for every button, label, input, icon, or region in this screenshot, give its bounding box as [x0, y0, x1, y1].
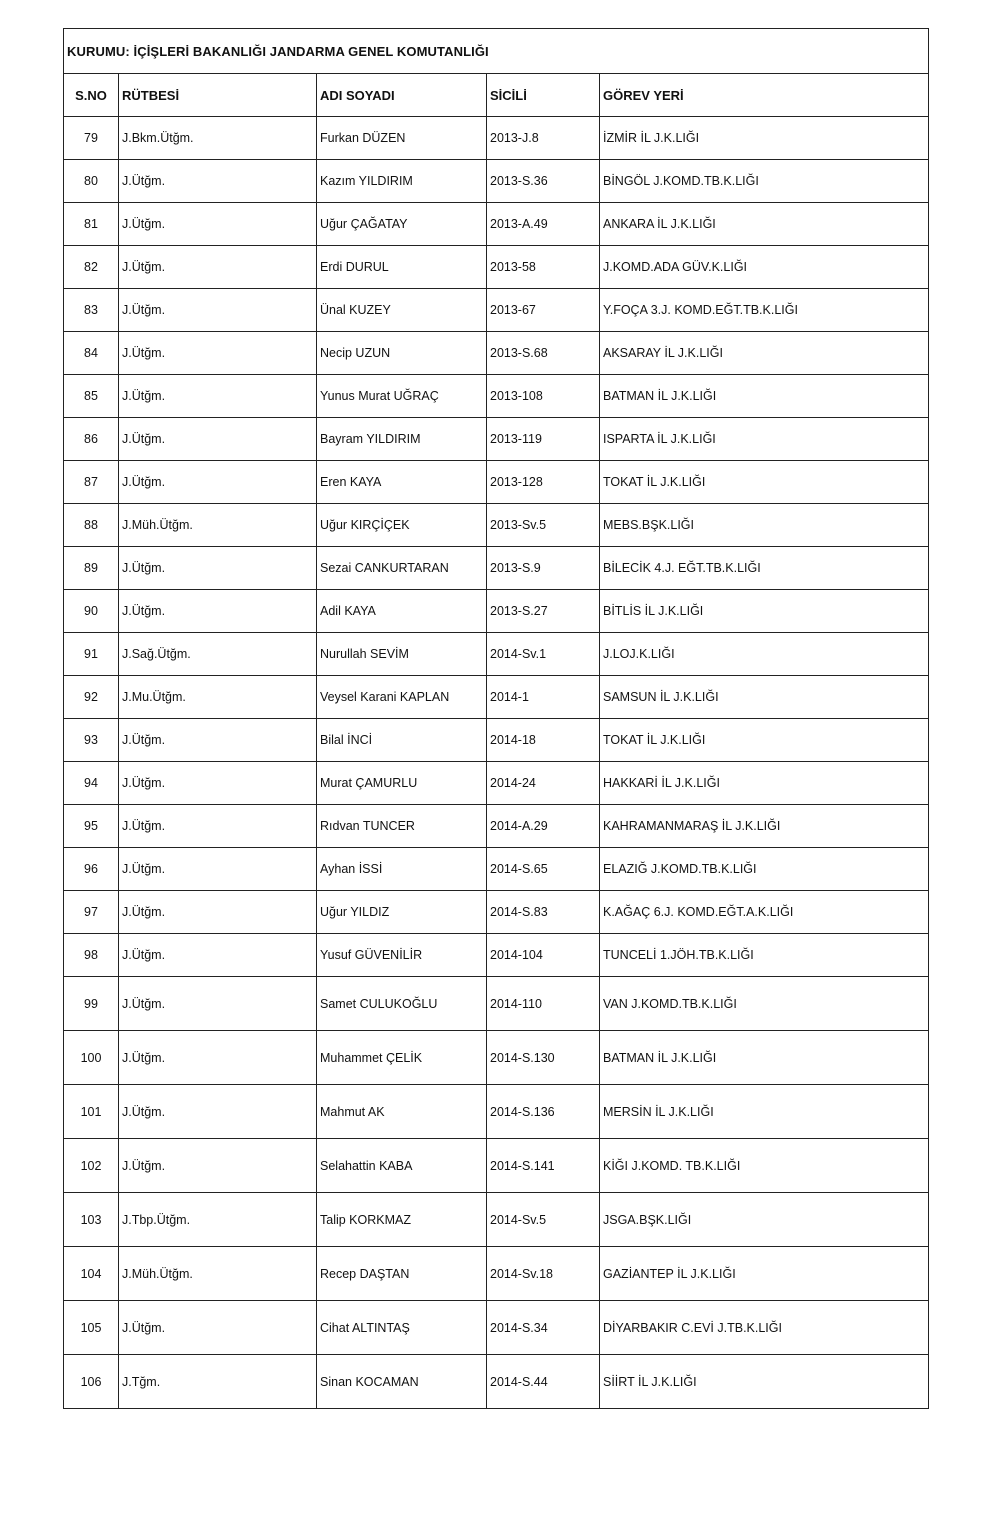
- cell-rank: J.Ütğm.: [119, 762, 317, 805]
- cell-rank: J.Ütğm.: [119, 160, 317, 203]
- cell-name: Ayhan İSSİ: [317, 848, 487, 891]
- table-row: [64, 461, 929, 504]
- cell-registry: 2014-S.141: [487, 1139, 600, 1193]
- cell-registry: 2014-18: [487, 719, 600, 762]
- cell-post: K.AĞAÇ 6.J. KOMD.EĞT.A.K.LIĞI: [600, 891, 929, 934]
- header-registry: SİCİLİ: [487, 74, 600, 117]
- table-row: [64, 246, 929, 289]
- cell-name: Erdi DURUL: [317, 246, 487, 289]
- cell-name: Eren KAYA: [317, 461, 487, 504]
- cell-name: Ünal KUZEY: [317, 289, 487, 332]
- cell-sno: 106: [64, 1355, 119, 1409]
- cell-registry: 2014-S.65: [487, 848, 600, 891]
- table-row: [64, 633, 929, 676]
- cell-sno: 96: [64, 848, 119, 891]
- table-row: [64, 805, 929, 848]
- cell-name: Adil KAYA: [317, 590, 487, 633]
- cell-sno: 95: [64, 805, 119, 848]
- table-row: [64, 1031, 929, 1085]
- cell-rank: J.Ütğm.: [119, 848, 317, 891]
- table-row: [64, 977, 929, 1031]
- table-row: [64, 1247, 929, 1301]
- cell-post: SAMSUN İL J.K.LIĞI: [600, 676, 929, 719]
- table-row: [64, 1085, 929, 1139]
- cell-sno: 94: [64, 762, 119, 805]
- cell-post: BİNGÖL J.KOMD.TB.K.LIĞI: [600, 160, 929, 203]
- header-post: GÖREV YERİ: [600, 74, 929, 117]
- cell-post: BATMAN İL J.K.LIĞI: [600, 1031, 929, 1085]
- cell-sno: 89: [64, 547, 119, 590]
- cell-name: Talip KORKMAZ: [317, 1193, 487, 1247]
- cell-rank: J.Ütğm.: [119, 719, 317, 762]
- cell-post: J.LOJ.K.LIĞI: [600, 633, 929, 676]
- institution-title: KURUMU: İÇİŞLERİ BAKANLIĞI JANDARMA GENEL KOMUTANLIĞI: [64, 29, 929, 74]
- cell-name: Necip UZUN: [317, 332, 487, 375]
- header-rank: RÜTBESİ: [119, 74, 317, 117]
- cell-rank: J.Ütğm.: [119, 1031, 317, 1085]
- cell-post: VAN J.KOMD.TB.K.LIĞI: [600, 977, 929, 1031]
- cell-rank: J.Mu.Ütğm.: [119, 676, 317, 719]
- cell-sno: 102: [64, 1139, 119, 1193]
- personnel-table: [63, 28, 929, 1409]
- cell-registry: 2014-S.34: [487, 1301, 600, 1355]
- table-row: [64, 590, 929, 633]
- cell-sno: 79: [64, 117, 119, 160]
- cell-rank: J.Ütğm.: [119, 1085, 317, 1139]
- cell-registry: 2013-119: [487, 418, 600, 461]
- cell-rank: J.Tğm.: [119, 1355, 317, 1409]
- cell-registry: 2014-110: [487, 977, 600, 1031]
- cell-sno: 99: [64, 977, 119, 1031]
- cell-sno: 88: [64, 504, 119, 547]
- cell-sno: 82: [64, 246, 119, 289]
- cell-registry: 2014-1: [487, 676, 600, 719]
- cell-post: KAHRAMANMARAŞ İL J.K.LIĞI: [600, 805, 929, 848]
- cell-name: Bayram YILDIRIM: [317, 418, 487, 461]
- cell-name: Mahmut AK: [317, 1085, 487, 1139]
- cell-post: TOKAT İL J.K.LIĞI: [600, 719, 929, 762]
- cell-name: Uğur YILDIZ: [317, 891, 487, 934]
- cell-sno: 100: [64, 1031, 119, 1085]
- cell-name: Furkan DÜZEN: [317, 117, 487, 160]
- cell-post: ANKARA İL J.K.LIĞI: [600, 203, 929, 246]
- cell-sno: 85: [64, 375, 119, 418]
- cell-post: AKSARAY İL J.K.LIĞI: [600, 332, 929, 375]
- header-name: ADI SOYADI: [317, 74, 487, 117]
- cell-post: BATMAN İL J.K.LIĞI: [600, 375, 929, 418]
- cell-rank: J.Ütğm.: [119, 1301, 317, 1355]
- table-row: [64, 719, 929, 762]
- cell-post: TOKAT İL J.K.LIĞI: [600, 461, 929, 504]
- cell-name: Yusuf GÜVENİLİR: [317, 934, 487, 977]
- cell-rank: J.Bkm.Ütğm.: [119, 117, 317, 160]
- table-row: [64, 934, 929, 977]
- header-row: [64, 74, 929, 117]
- cell-rank: J.Müh.Ütğm.: [119, 1247, 317, 1301]
- cell-registry: 2014-S.136: [487, 1085, 600, 1139]
- table-row: [64, 117, 929, 160]
- cell-registry: 2013-108: [487, 375, 600, 418]
- cell-post: KİĞI J.KOMD. TB.K.LIĞI: [600, 1139, 929, 1193]
- cell-post: Y.FOÇA 3.J. KOMD.EĞT.TB.K.LIĞI: [600, 289, 929, 332]
- cell-post: ELAZIĞ J.KOMD.TB.K.LIĞI: [600, 848, 929, 891]
- cell-rank: J.Tbp.Ütğm.: [119, 1193, 317, 1247]
- table-row: [64, 1355, 929, 1409]
- header-sno: S.NO: [64, 74, 119, 117]
- cell-rank: J.Ütğm.: [119, 332, 317, 375]
- table-row: [64, 1193, 929, 1247]
- cell-registry: 2013-67: [487, 289, 600, 332]
- cell-sno: 86: [64, 418, 119, 461]
- cell-sno: 91: [64, 633, 119, 676]
- cell-rank: J.Ütğm.: [119, 289, 317, 332]
- cell-post: JSGA.BŞK.LIĞI: [600, 1193, 929, 1247]
- cell-rank: J.Ütğm.: [119, 977, 317, 1031]
- cell-post: HAKKARİ İL J.K.LIĞI: [600, 762, 929, 805]
- table-row: [64, 762, 929, 805]
- cell-rank: J.Ütğm.: [119, 891, 317, 934]
- cell-sno: 105: [64, 1301, 119, 1355]
- cell-registry: 2014-A.29: [487, 805, 600, 848]
- cell-name: Uğur KIRÇİÇEK: [317, 504, 487, 547]
- cell-rank: J.Müh.Ütğm.: [119, 504, 317, 547]
- institution-row: [64, 29, 929, 74]
- cell-name: Sinan KOCAMAN: [317, 1355, 487, 1409]
- cell-name: Murat ÇAMURLU: [317, 762, 487, 805]
- cell-rank: J.Ütğm.: [119, 375, 317, 418]
- cell-registry: 2013-128: [487, 461, 600, 504]
- cell-rank: J.Ütğm.: [119, 805, 317, 848]
- cell-registry: 2014-S.44: [487, 1355, 600, 1409]
- table-row: [64, 418, 929, 461]
- cell-post: SİİRT İL J.K.LIĞI: [600, 1355, 929, 1409]
- cell-registry: 2013-S.27: [487, 590, 600, 633]
- table-row: [64, 203, 929, 246]
- table-row: [64, 1139, 929, 1193]
- table-row: [64, 676, 929, 719]
- cell-post: DİYARBAKIR C.EVİ J.TB.K.LIĞI: [600, 1301, 929, 1355]
- cell-post: ISPARTA İL J.K.LIĞI: [600, 418, 929, 461]
- cell-sno: 98: [64, 934, 119, 977]
- cell-post: GAZİANTEP İL J.K.LIĞI: [600, 1247, 929, 1301]
- table-row: [64, 289, 929, 332]
- cell-name: Bilal İNCİ: [317, 719, 487, 762]
- cell-rank: J.Ütğm.: [119, 934, 317, 977]
- cell-post: J.KOMD.ADA GÜV.K.LIĞI: [600, 246, 929, 289]
- cell-sno: 90: [64, 590, 119, 633]
- cell-sno: 83: [64, 289, 119, 332]
- cell-rank: J.Ütğm.: [119, 461, 317, 504]
- cell-name: Veysel Karani KAPLAN: [317, 676, 487, 719]
- cell-name: Nurullah SEVİM: [317, 633, 487, 676]
- table-row: [64, 1301, 929, 1355]
- cell-sno: 92: [64, 676, 119, 719]
- cell-rank: J.Ütğm.: [119, 246, 317, 289]
- cell-rank: J.Sağ.Ütğm.: [119, 633, 317, 676]
- cell-name: Samet CULUKOĞLU: [317, 977, 487, 1031]
- table-row: [64, 891, 929, 934]
- cell-registry: 2014-24: [487, 762, 600, 805]
- cell-sno: 81: [64, 203, 119, 246]
- cell-post: BİLECİK 4.J. EĞT.TB.K.LIĞI: [600, 547, 929, 590]
- cell-sno: 87: [64, 461, 119, 504]
- cell-name: Rıdvan TUNCER: [317, 805, 487, 848]
- cell-registry: 2013-S.9: [487, 547, 600, 590]
- cell-rank: J.Ütğm.: [119, 418, 317, 461]
- cell-post: İZMİR İL J.K.LIĞI: [600, 117, 929, 160]
- cell-sno: 93: [64, 719, 119, 762]
- cell-post: MEBS.BŞK.LIĞI: [600, 504, 929, 547]
- cell-sno: 104: [64, 1247, 119, 1301]
- cell-name: Uğur ÇAĞATAY: [317, 203, 487, 246]
- cell-name: Yunus Murat UĞRAÇ: [317, 375, 487, 418]
- cell-registry: 2014-S.83: [487, 891, 600, 934]
- cell-rank: J.Ütğm.: [119, 590, 317, 633]
- cell-registry: 2013-S.36: [487, 160, 600, 203]
- cell-name: Sezai CANKURTARAN: [317, 547, 487, 590]
- table-row: [64, 848, 929, 891]
- cell-registry: 2014-104: [487, 934, 600, 977]
- table-row: [64, 375, 929, 418]
- cell-name: Cihat ALTINTAŞ: [317, 1301, 487, 1355]
- cell-registry: 2013-A.49: [487, 203, 600, 246]
- cell-rank: J.Ütğm.: [119, 1139, 317, 1193]
- cell-registry: 2013-58: [487, 246, 600, 289]
- cell-registry: 2014-Sv.1: [487, 633, 600, 676]
- cell-registry: 2014-S.130: [487, 1031, 600, 1085]
- cell-sno: 80: [64, 160, 119, 203]
- cell-post: TUNCELİ 1.JÖH.TB.K.LIĞI: [600, 934, 929, 977]
- cell-name: Muhammet ÇELİK: [317, 1031, 487, 1085]
- cell-rank: J.Ütğm.: [119, 547, 317, 590]
- table-row: [64, 160, 929, 203]
- table-row: [64, 332, 929, 375]
- cell-sno: 103: [64, 1193, 119, 1247]
- cell-registry: 2013-Sv.5: [487, 504, 600, 547]
- cell-post: MERSİN İL J.K.LIĞI: [600, 1085, 929, 1139]
- cell-sno: 97: [64, 891, 119, 934]
- cell-name: Recep DAŞTAN: [317, 1247, 487, 1301]
- cell-registry: 2014-Sv.5: [487, 1193, 600, 1247]
- cell-rank: J.Ütğm.: [119, 203, 317, 246]
- cell-name: Selahattin KABA: [317, 1139, 487, 1193]
- cell-sno: 101: [64, 1085, 119, 1139]
- table-row: [64, 547, 929, 590]
- cell-sno: 84: [64, 332, 119, 375]
- cell-registry: 2013-S.68: [487, 332, 600, 375]
- cell-registry: 2014-Sv.18: [487, 1247, 600, 1301]
- table-row: [64, 504, 929, 547]
- cell-registry: 2013-J.8: [487, 117, 600, 160]
- cell-post: BİTLİS İL J.K.LIĞI: [600, 590, 929, 633]
- cell-name: Kazım YILDIRIM: [317, 160, 487, 203]
